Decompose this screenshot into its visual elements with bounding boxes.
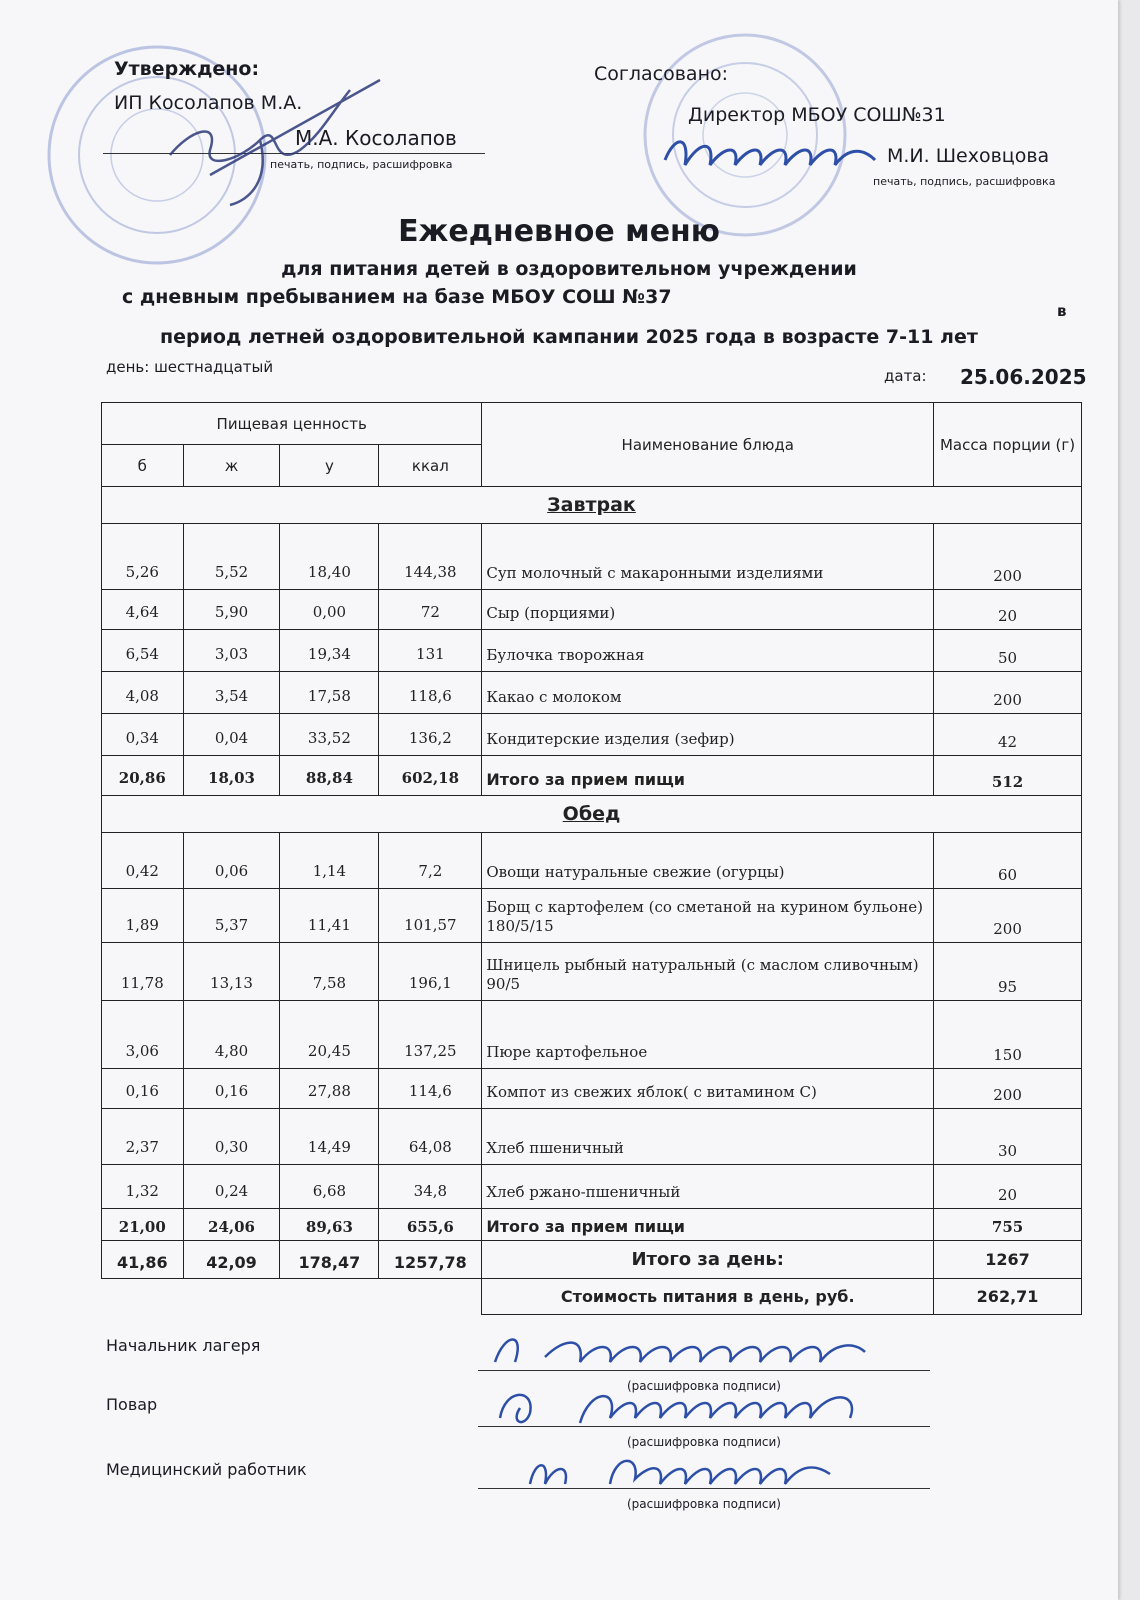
date-value: 25.06.2025: [960, 365, 1087, 389]
menu-row: [102, 1165, 1082, 1209]
nutrition-b: 1,89: [102, 889, 184, 943]
portion-mass: 150: [934, 1001, 1082, 1069]
nutrition-u: 27,88: [280, 1069, 379, 1109]
portion-mass: 20: [934, 1165, 1082, 1209]
medic-label: Медицинский работник: [106, 1460, 307, 1479]
nutrition-kcal: 196,1: [379, 943, 482, 1001]
day-total-label: Итого за день:: [482, 1241, 934, 1279]
day-total-u: 178,47: [280, 1241, 379, 1279]
lunch-total-row: [102, 1209, 1082, 1241]
menu-row: [102, 590, 1082, 630]
date-label: дата:: [884, 367, 927, 385]
camp-head-signature-line: [478, 1370, 930, 1371]
approval-heading: Утверждено:: [114, 58, 260, 80]
day-total-zh: 42,09: [183, 1241, 280, 1279]
nutrition-u: 33,52: [280, 714, 379, 756]
menu-row: [102, 833, 1082, 889]
dish-name: Какао с молоком: [482, 672, 934, 714]
agreement-caption: печать, подпись, расшифровка: [873, 175, 1056, 188]
dish-name: Хлеб пшеничный: [482, 1109, 934, 1165]
approval-organization: ИП Косолапов М.А.: [114, 92, 303, 114]
portion-mass: 42: [934, 714, 1082, 756]
day-total-kcal: 1257,78: [379, 1241, 482, 1279]
document-title: Ежедневное меню: [398, 214, 720, 249]
portion-mass: 200: [934, 672, 1082, 714]
nutrition-b: 1,32: [102, 1165, 184, 1209]
approval-signer: М.А. Косолапов: [295, 126, 457, 150]
dish-name: Хлеб ржано-пшеничный: [482, 1165, 934, 1209]
nutrition-kcal: 64,08: [379, 1109, 482, 1165]
medic-signature-line: [478, 1488, 930, 1489]
nutrition-zh: 0,06: [183, 833, 280, 889]
portion-mass: 30: [934, 1109, 1082, 1165]
nutrition-b: 6,54: [102, 630, 184, 672]
col-kcal: ккал: [379, 445, 482, 487]
dish-name: Борщ с картофелем (со сметаной на курином бульоне) 180/5/15: [482, 889, 934, 943]
dish-name: Овощи натуральные свежие (огурцы): [482, 833, 934, 889]
lunch-total-label: Итого за прием пищи: [482, 1209, 934, 1241]
menu-row: [102, 943, 1082, 1001]
lunch-section: [102, 796, 1082, 833]
nutrition-u: 6,68: [280, 1165, 379, 1209]
portion-mass: 95: [934, 943, 1082, 1001]
day-total-b: 41,86: [102, 1241, 184, 1279]
lunch-total-u: 89,63: [280, 1209, 379, 1241]
lunch-total-kcal: 655,6: [379, 1209, 482, 1241]
dish-name: Пюре картофельное: [482, 1001, 934, 1069]
nutrition-zh: 0,24: [183, 1165, 280, 1209]
cook-label: Повар: [106, 1395, 158, 1414]
portion-mass: 20: [934, 590, 1082, 630]
nutrition-b: 3,06: [102, 1001, 184, 1069]
breakfast-total-b: 20,86: [102, 756, 184, 796]
nutrition-zh: 0,16: [183, 1069, 280, 1109]
nutrition-u: 18,40: [280, 524, 379, 590]
nutrition-b: 0,42: [102, 833, 184, 889]
nutrition-zh: 0,30: [183, 1109, 280, 1165]
lunch-rows: [102, 833, 1082, 1209]
menu-row: [102, 672, 1082, 714]
dish-name: Суп молочный с макаронными изделиями: [482, 524, 934, 590]
breakfast-total-kcal: 602,18: [379, 756, 482, 796]
nutrition-zh: 5,37: [183, 889, 280, 943]
breakfast-total-mass: 512: [934, 756, 1082, 796]
portion-mass: 200: [934, 889, 1082, 943]
nutrition-b: 11,78: [102, 943, 184, 1001]
breakfast-total-row: [102, 756, 1082, 796]
medic-sig-caption: (расшифровка подписи): [627, 1497, 781, 1511]
nutrition-kcal: 101,57: [379, 889, 482, 943]
nutrition-kcal: 114,6: [379, 1069, 482, 1109]
nutrition-u: 7,58: [280, 943, 379, 1001]
subtitle-line-2: с дневным пребыванием на базе МБОУ СОШ №37: [122, 286, 672, 308]
day-total-row: [102, 1241, 1082, 1279]
nutrition-zh: 0,04: [183, 714, 280, 756]
lunch-total-zh: 24,06: [183, 1209, 280, 1241]
nutrition-u: 17,58: [280, 672, 379, 714]
menu-row: [102, 1001, 1082, 1069]
cost-value: 262,71: [934, 1279, 1082, 1315]
nutrition-kcal: 131: [379, 630, 482, 672]
nutrition-u: 14,49: [280, 1109, 379, 1165]
nutrition-b: 4,08: [102, 672, 184, 714]
col-zh: ж: [183, 445, 280, 487]
nutrition-zh: 13,13: [183, 943, 280, 1001]
approval-caption: печать, подпись, расшифровка: [270, 158, 453, 171]
nutrition-kcal: 34,8: [379, 1165, 482, 1209]
nutrition-b: 5,26: [102, 524, 184, 590]
nutrition-kcal: 7,2: [379, 833, 482, 889]
camp-head-signature: [485, 1322, 885, 1372]
nutrition-zh: 5,90: [183, 590, 280, 630]
cook-signature: [490, 1378, 880, 1433]
menu-row: [102, 1069, 1082, 1109]
menu-row: [102, 1109, 1082, 1165]
lunch-total-mass: 755: [934, 1209, 1082, 1241]
nutrition-b: 0,34: [102, 714, 184, 756]
agreement-signature: [655, 120, 885, 190]
dish-name: Компот из свежих яблок( с витамином С): [482, 1069, 934, 1109]
menu-table: [101, 402, 1082, 1315]
nutrition-kcal: 137,25: [379, 1001, 482, 1069]
day-total-mass: 1267: [934, 1241, 1082, 1279]
nutrition-kcal: 72: [379, 590, 482, 630]
lunch-title: Обед: [102, 796, 1082, 833]
menu-row: [102, 714, 1082, 756]
portion-mass: 200: [934, 524, 1082, 590]
nutrition-zh: 5,52: [183, 524, 280, 590]
nutrition-b: 4,64: [102, 590, 184, 630]
breakfast-total-u: 88,84: [280, 756, 379, 796]
cost-label: Стоимость питания в день, руб.: [482, 1279, 934, 1315]
nutrition-zh: 3,03: [183, 630, 280, 672]
nutrition-b: 0,16: [102, 1069, 184, 1109]
dish-header: Наименование блюда: [482, 403, 934, 487]
day-label: день: шестнадцатый: [106, 358, 274, 376]
col-u: у: [280, 445, 379, 487]
nutrition-u: 19,34: [280, 630, 379, 672]
agreement-heading: Согласовано:: [594, 63, 729, 85]
breakfast-total-label: Итого за прием пищи: [482, 756, 934, 796]
dish-name: Шницель рыбный натуральный (с маслом сливочным) 90/5: [482, 943, 934, 1001]
portion-mass: 60: [934, 833, 1082, 889]
nutrition-b: 2,37: [102, 1109, 184, 1165]
nutrition-kcal: 136,2: [379, 714, 482, 756]
nutrition-kcal: 118,6: [379, 672, 482, 714]
camp-head-label: Начальник лагеря: [106, 1336, 261, 1355]
nutrition-u: 11,41: [280, 889, 379, 943]
col-b: б: [102, 445, 184, 487]
nutrition-u: 20,45: [280, 1001, 379, 1069]
nutrition-header: Пищевая ценность: [102, 403, 482, 445]
breakfast-section: [102, 487, 1082, 524]
portion-mass: 50: [934, 630, 1082, 672]
cook-sig-caption: (расшифровка подписи): [627, 1435, 781, 1449]
breakfast-rows: [102, 524, 1082, 756]
subtitle-line-1: для питания детей в оздоровительном учреждении: [281, 258, 857, 280]
dish-name: Сыр (порциями): [482, 590, 934, 630]
lunch-total-b: 21,00: [102, 1209, 184, 1241]
breakfast-title: Завтрак: [102, 487, 1082, 524]
camp-head-sig-caption: (расшифровка подписи): [627, 1379, 781, 1393]
nutrition-zh: 3,54: [183, 672, 280, 714]
nutrition-u: 0,00: [280, 590, 379, 630]
menu-row: [102, 889, 1082, 943]
nutrition-zh: 4,80: [183, 1001, 280, 1069]
subtitle-v: в: [1057, 302, 1067, 320]
menu-row: [102, 524, 1082, 590]
dish-name: Кондитерские изделия (зефир): [482, 714, 934, 756]
subtitle-line-3: период летней оздоровительной кампании 2025 года в возрасте 7-11 лет: [160, 326, 978, 348]
menu-row: [102, 630, 1082, 672]
portion-mass: 200: [934, 1069, 1082, 1109]
breakfast-total-zh: 18,03: [183, 756, 280, 796]
cost-row: [102, 1279, 1082, 1315]
approval-signature: [150, 60, 410, 210]
agreement-role: Директор МБОУ СОШ№31: [688, 104, 946, 126]
mass-header: Масса порции (г): [934, 403, 1082, 487]
medic-signature: [520, 1444, 840, 1494]
nutrition-u: 1,14: [280, 833, 379, 889]
nutrition-kcal: 144,38: [379, 524, 482, 590]
agreement-signer: М.И. Шеховцова: [887, 145, 1050, 167]
cook-signature-line: [478, 1426, 930, 1427]
dish-name: Булочка творожная: [482, 630, 934, 672]
